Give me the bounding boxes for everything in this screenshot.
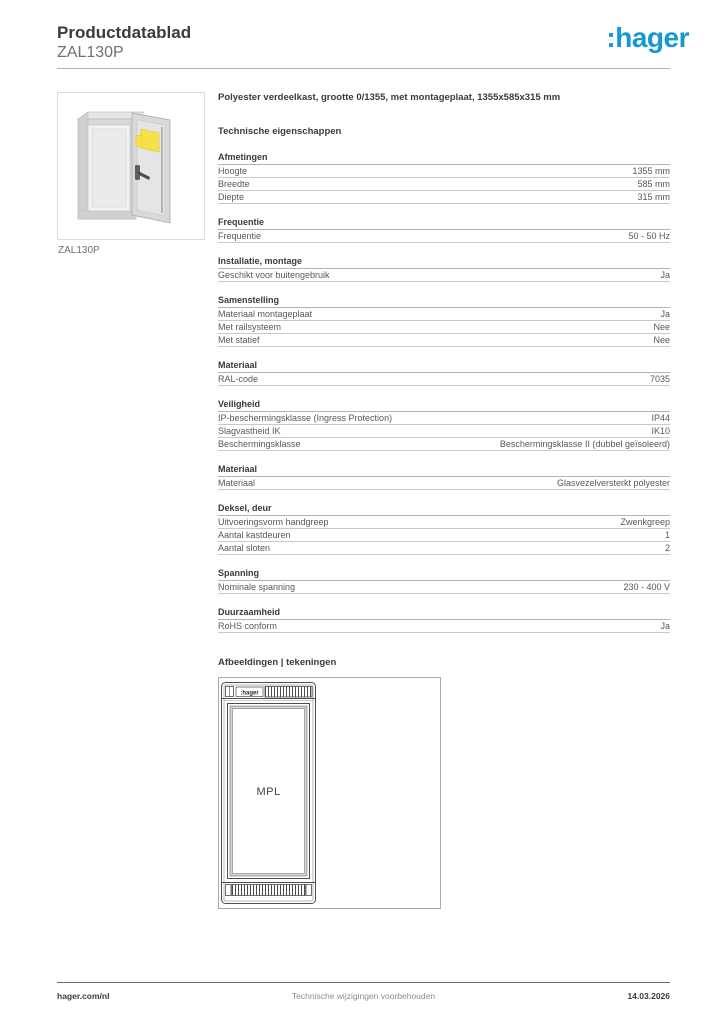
- cabinet-front-drawing: [219, 678, 440, 908]
- spec-row: [218, 191, 670, 204]
- spec-row-label: Met railsysteem: [218, 322, 282, 332]
- spec-row-label: Beschermingsklasse: [218, 439, 301, 449]
- yellow-sticker: [141, 129, 159, 152]
- product-photo: [57, 92, 205, 240]
- spec-row: [218, 529, 670, 542]
- spec-row: [218, 412, 670, 425]
- spec-section: [218, 568, 670, 594]
- spec-row: [218, 542, 670, 555]
- bottom-vent-slots: [232, 885, 305, 896]
- spec-row-value: 1: [664, 530, 670, 540]
- spec-row: [218, 438, 670, 451]
- spec-section: [218, 399, 670, 451]
- spec-row-value: IK10: [651, 426, 670, 436]
- spec-row-label: Materiaal montageplaat: [218, 309, 313, 319]
- spec-section-title: Afmetingen: [218, 152, 670, 165]
- spec-section-title: Materiaal: [218, 360, 670, 373]
- spec-section-title: Samenstelling: [218, 295, 670, 308]
- spec-section: [218, 503, 670, 555]
- technical-drawing: [218, 677, 441, 909]
- spec-section-title: Materiaal: [218, 464, 670, 477]
- spec-section-title: Veiligheid: [218, 399, 670, 412]
- spec-section: [218, 607, 670, 633]
- spec-section: [218, 295, 670, 347]
- spec-row-value: 7035: [649, 374, 670, 384]
- spec-row-value: Zwenkgreep: [620, 517, 670, 527]
- spec-section: [218, 152, 670, 204]
- product-code: ZAL130P: [57, 44, 124, 61]
- top-vent-slots: [265, 687, 312, 698]
- spec-row-value: Ja: [660, 621, 670, 631]
- footer-date: 14.03.2026: [627, 991, 670, 1001]
- footer-notice: Technische wijzigingen voorbehouden: [291, 991, 436, 1001]
- spec-row-label: Materiaal: [218, 478, 256, 488]
- spec-row-label: Frequentie: [218, 231, 262, 241]
- spec-row: [218, 321, 670, 334]
- spec-row: [218, 620, 670, 633]
- photo-caption: ZAL130P: [58, 245, 100, 256]
- spec-row-label: Breedte: [218, 179, 250, 189]
- spec-row-value: Beschermingsklasse II (dubbel geïsoleerd): [499, 439, 670, 449]
- header: [57, 23, 191, 63]
- spec-row: [218, 477, 670, 490]
- spec-row: [218, 178, 670, 191]
- spec-row-label: Diepte: [218, 192, 245, 202]
- images-heading: Afbeeldingen | tekeningen: [218, 657, 337, 668]
- spec-row-label: Uitvoeringsvorm handgreep: [218, 517, 329, 527]
- drawing-hager-label: :hager: [240, 690, 259, 697]
- footer-divider: [57, 982, 670, 983]
- spec-section: [218, 360, 670, 386]
- spec-row-label: RoHS conform: [218, 621, 278, 631]
- spec-row-value: Glasvezelversterkt polyester: [556, 478, 670, 488]
- spec-row-label: IP-beschermingsklasse (Ingress Protection): [218, 413, 393, 423]
- spec-row-label: Nominale spanning: [218, 582, 296, 592]
- product-description: Polyester verdeelkast, grootte 0/1355, met montageplaat, 1355x585x315 mm: [218, 92, 561, 103]
- spec-row-value: Nee: [653, 335, 670, 345]
- spec-row-value: 585 mm: [637, 179, 670, 189]
- spec-section: [218, 464, 670, 490]
- spec-row-label: Geschikt voor buitengebruik: [218, 270, 330, 280]
- spec-row-label: Met statief: [218, 335, 260, 345]
- spec-row: [218, 308, 670, 321]
- spec-sections: [218, 152, 670, 633]
- spec-row: [218, 334, 670, 347]
- spec-row: [218, 230, 670, 243]
- spec-row-label: Aantal sloten: [218, 543, 271, 553]
- spec-section: [218, 256, 670, 282]
- specs-heading: Technische eigenschappen: [218, 126, 342, 137]
- spec-row-value: 230 - 400 V: [623, 582, 670, 592]
- spec-row: [218, 516, 670, 529]
- spec-section-title: Duurzaamheid: [218, 607, 670, 620]
- drawing-mpl-label: MPL: [256, 786, 281, 798]
- spec-row: [218, 373, 670, 386]
- spec-row-value: IP44: [651, 413, 670, 423]
- spec-section-title: Installatie, montage: [218, 256, 670, 269]
- main-content: [218, 92, 670, 909]
- spec-row-value: Ja: [660, 309, 670, 319]
- spec-row: [218, 425, 670, 438]
- spec-row-label: Hoogte: [218, 166, 248, 176]
- header-divider: [57, 68, 670, 69]
- footer: [57, 991, 670, 1005]
- cabinet-photo-illustration: [58, 93, 204, 239]
- footer-website-link[interactable]: hager.com/nl: [57, 991, 110, 1001]
- spec-section-title: Frequentie: [218, 217, 670, 230]
- doc-type-title: Productdatablad: [57, 23, 192, 42]
- spec-section: [218, 217, 670, 243]
- spec-row: [218, 165, 670, 178]
- spec-row: [218, 269, 670, 282]
- spec-row-value: Nee: [653, 322, 670, 332]
- spec-section-title: Spanning: [218, 568, 670, 581]
- spec-row-value: 1355 mm: [632, 166, 670, 176]
- spec-row-value: 2: [664, 543, 670, 553]
- spec-row-value: Ja: [660, 270, 670, 280]
- spec-row-value: 50 - 50 Hz: [628, 231, 670, 241]
- spec-row-value: 315 mm: [637, 192, 670, 202]
- spec-section-title: Deksel, deur: [218, 503, 670, 516]
- hager-logo: :hager: [606, 22, 689, 53]
- spec-row-label: Aantal kastdeuren: [218, 530, 291, 540]
- spec-row-label: RAL-code: [218, 374, 259, 384]
- spec-row: [218, 581, 670, 594]
- spec-row-label: Slagvastheid IK: [218, 426, 281, 436]
